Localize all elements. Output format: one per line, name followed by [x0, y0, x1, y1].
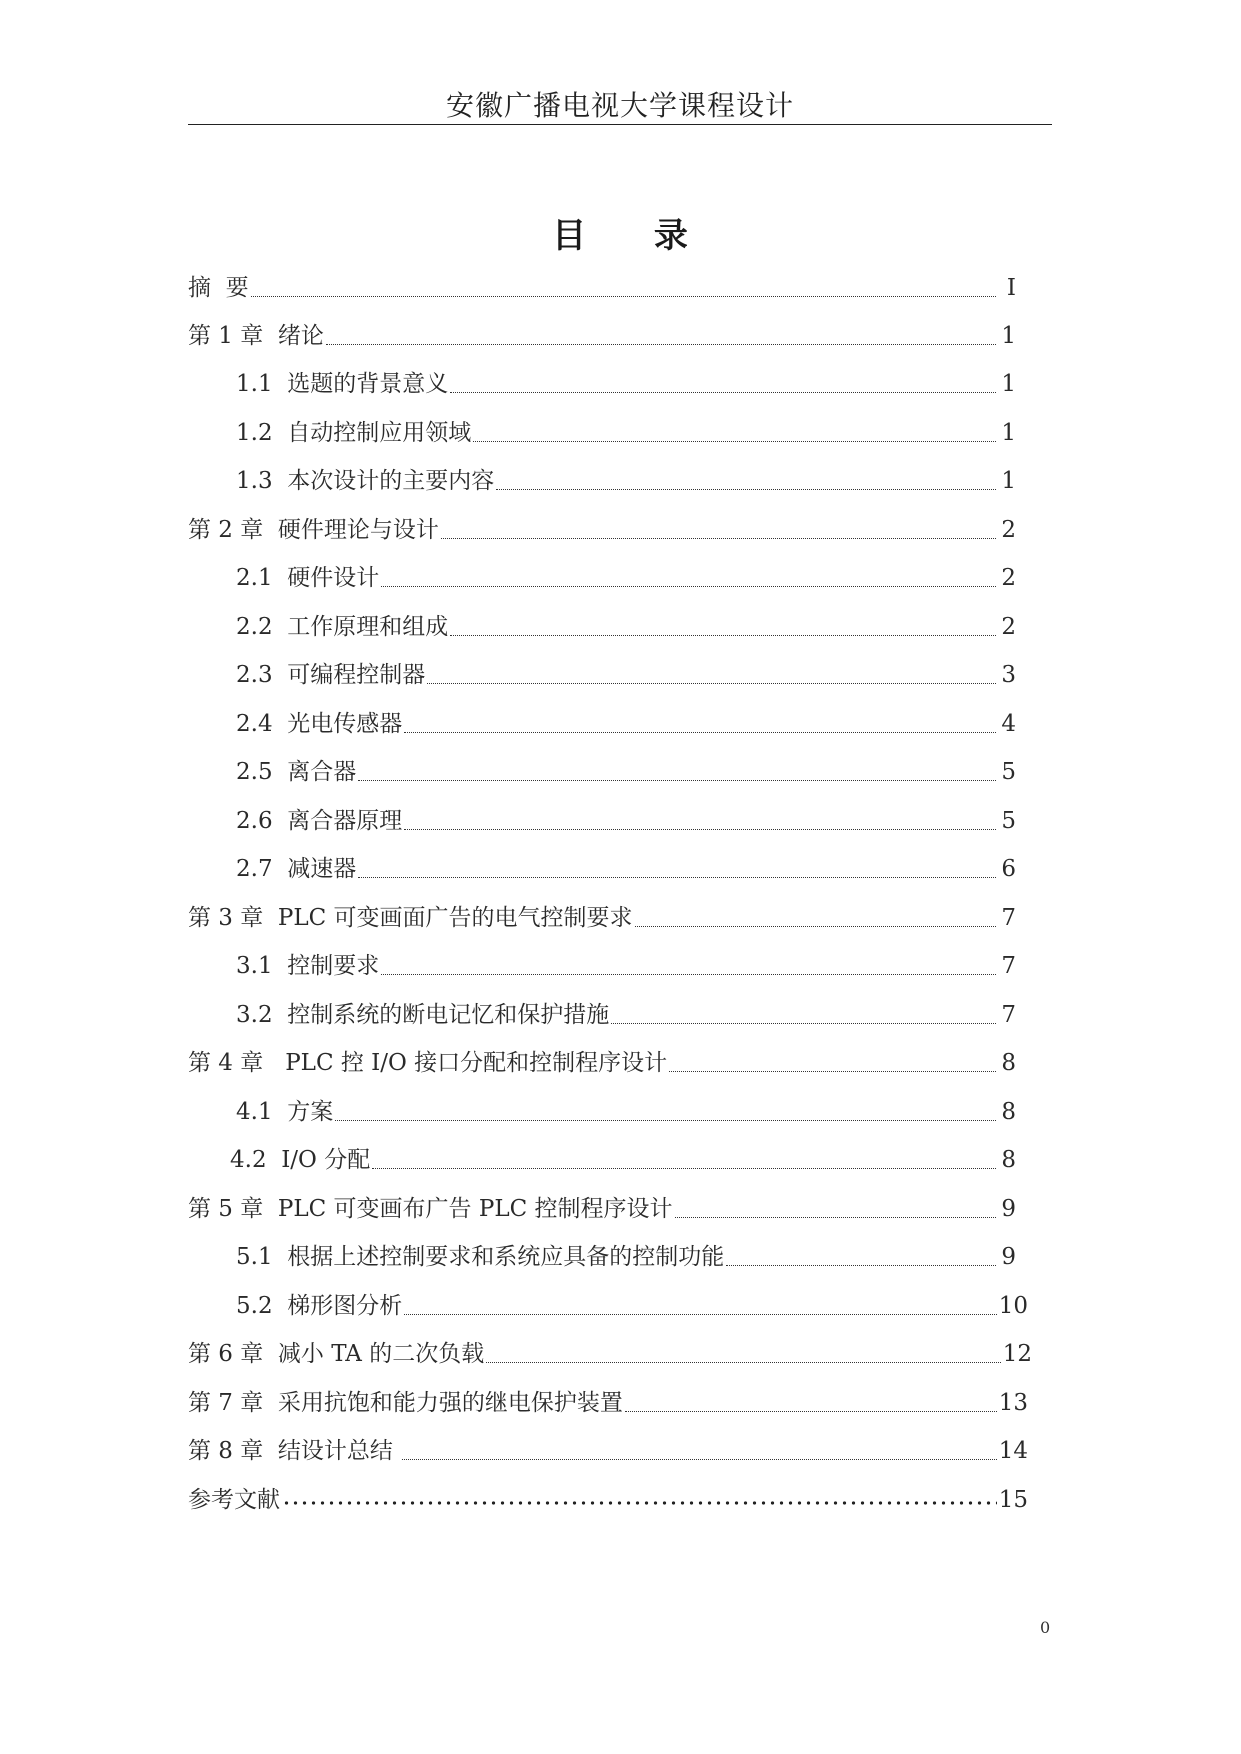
toc-leader-dots — [381, 586, 996, 587]
toc-entry-page: 1 — [1001, 420, 1016, 446]
toc-entry-page: 9 — [1001, 1244, 1016, 1270]
toc-entry-label: 第 5 章 PLC 可变画布广告 PLC 控制程序设计 — [188, 1196, 673, 1222]
toc-leader-dots — [372, 1168, 996, 1169]
toc-leader-dots — [611, 1023, 996, 1024]
toc-entry-page: 1 — [1001, 371, 1016, 397]
toc-entry-label: 2.5 离合器 — [236, 759, 357, 785]
toc-entry-label: 2.2 工作原理和组成 — [236, 614, 449, 640]
toc-entry-section-2-2[interactable] — [236, 608, 1016, 642]
toc-title: 目 录 — [552, 216, 716, 256]
toc-entry-page: 7 — [1001, 1002, 1016, 1028]
toc-entry-page: 2 — [1001, 517, 1016, 543]
toc-entry-label: 1.1 选题的背景意义 — [236, 371, 449, 397]
toc-entry-section-2-4[interactable] — [236, 705, 1016, 739]
toc-entry-page: 8 — [1001, 1050, 1016, 1076]
toc-entry-page: 14 — [998, 1438, 1028, 1464]
toc-leader-dots — [404, 829, 996, 830]
toc-entry-label: 3.2 控制系统的断电记忆和保护措施 — [236, 1002, 610, 1028]
toc-entry-label: 摘 要 — [188, 275, 249, 301]
toc-entry-section-2-1[interactable] — [236, 559, 1016, 593]
toc-entry-section-5-2[interactable] — [236, 1287, 1028, 1321]
toc-entry-page: 4 — [1001, 711, 1016, 737]
toc-entry-section-4-1[interactable] — [236, 1093, 1016, 1127]
toc-entry-page: I — [1006, 275, 1016, 301]
page-header-title: 安徽广播电视大学课程设计 — [445, 89, 794, 122]
toc-entry-section-2-5[interactable] — [236, 753, 1016, 787]
header-divider — [188, 124, 1052, 125]
toc-entry-page: 5 — [1001, 759, 1016, 785]
toc-leader-dots — [427, 683, 996, 684]
toc-entry-label: 2.3 可编程控制器 — [236, 662, 426, 688]
toc-entry-page: 6 — [1001, 856, 1016, 882]
toc-leader-dots — [450, 392, 996, 393]
toc-entry-chapter-7[interactable] — [188, 1384, 1028, 1418]
toc-entry-page: 13 — [998, 1390, 1028, 1416]
toc-entry-page: 7 — [1001, 953, 1016, 979]
toc-leader-dots — [441, 538, 996, 539]
toc-entry-label: 4.2 I/O 分配 — [230, 1147, 371, 1173]
toc-entry-page: 10 — [998, 1293, 1028, 1319]
toc-leader-dots — [486, 1362, 1001, 1363]
toc-entry-chapter-6[interactable] — [188, 1335, 1032, 1369]
toc-entry-chapter-5[interactable] — [188, 1190, 1016, 1224]
toc-entry-page: 12 — [1002, 1341, 1032, 1367]
toc-leader-dots — [282, 1497, 997, 1509]
toc-entry-page: 15 — [998, 1487, 1028, 1513]
toc-entry-label: 第 7 章 采用抗饱和能力强的继电保护装置 — [188, 1390, 623, 1416]
toc-entry-section-1-2[interactable] — [236, 414, 1016, 448]
toc-entry-label: 参考文献 — [188, 1487, 280, 1513]
toc-leader-dots — [358, 780, 996, 781]
toc-entry-label: 3.1 控制要求 — [236, 953, 380, 979]
toc-entry-section-2-7[interactable] — [236, 850, 1016, 884]
toc-leader-dots — [496, 489, 996, 490]
toc-entry-chapter-3[interactable] — [188, 899, 1016, 933]
toc-leader-dots — [404, 732, 996, 733]
toc-entry-page: 7 — [1001, 905, 1016, 931]
toc-entry-page: 8 — [1001, 1147, 1016, 1173]
toc-entry-abstract[interactable] — [188, 269, 1016, 303]
toc-entry-page: 9 — [1001, 1196, 1016, 1222]
toc-leader-dots — [251, 296, 996, 297]
toc-entry-label: 第 2 章 硬件理论与设计 — [188, 517, 439, 543]
toc-entry-section-4-2[interactable] — [230, 1141, 1016, 1175]
toc-entry-page: 1 — [1001, 323, 1016, 349]
toc-entry-section-2-6[interactable] — [236, 802, 1016, 836]
toc-leader-dots — [402, 1459, 997, 1460]
toc-entry-section-3-1[interactable] — [236, 947, 1016, 981]
toc-entry-page: 2 — [1001, 614, 1016, 640]
toc-leader-dots — [335, 1120, 996, 1121]
toc-entry-page: 5 — [1001, 808, 1016, 834]
toc-leader-dots — [473, 441, 996, 442]
toc-entry-chapter-4[interactable] — [188, 1044, 1016, 1078]
toc-leader-dots — [726, 1265, 996, 1266]
toc-entry-label: 2.4 光电传感器 — [236, 711, 403, 737]
toc-entry-label: 第 4 章 PLC 控 I/O 接口分配和控制程序设计 — [188, 1050, 668, 1076]
toc-entry-references[interactable] — [188, 1481, 1028, 1515]
toc-entry-label: 1.2 自动控制应用领域 — [236, 420, 472, 446]
page-number: 0 — [1040, 1618, 1051, 1637]
toc-entry-section-1-1[interactable] — [236, 365, 1016, 399]
toc-entry-chapter-8[interactable] — [188, 1432, 1028, 1466]
toc-entry-label: 2.6 离合器原理 — [236, 808, 403, 834]
toc-entry-chapter-2[interactable] — [188, 511, 1016, 545]
toc-leader-dots — [625, 1411, 997, 1412]
toc-leader-dots — [635, 926, 996, 927]
toc-entry-page: 3 — [1001, 662, 1016, 688]
toc-entry-label: 1.3 本次设计的主要内容 — [236, 468, 495, 494]
toc-leader-dots — [358, 877, 996, 878]
toc-entry-label: 第 3 章 PLC 可变画面广告的电气控制要求 — [188, 905, 633, 931]
toc-entry-label: 第 6 章 减小 TA 的二次负载 — [188, 1341, 485, 1367]
toc-entry-page: 2 — [1001, 565, 1016, 591]
toc-entry-section-1-3[interactable] — [236, 462, 1016, 496]
toc-leader-dots — [675, 1217, 996, 1218]
toc-entry-label: 5.2 梯形图分析 — [236, 1293, 403, 1319]
toc-entry-section-3-2[interactable] — [236, 996, 1016, 1030]
toc-entry-page: 8 — [1001, 1099, 1016, 1125]
toc-entry-label: 2.1 硬件设计 — [236, 565, 380, 591]
toc-entry-label: 5.1 根据上述控制要求和系统应具备的控制功能 — [236, 1244, 725, 1270]
toc-leader-dots — [404, 1314, 997, 1315]
toc-entry-chapter-1[interactable] — [188, 317, 1016, 351]
toc-entry-label: 2.7 减速器 — [236, 856, 357, 882]
toc-leader-dots — [381, 974, 996, 975]
toc-entry-page: 1 — [1001, 468, 1016, 494]
toc-entry-label: 第 1 章 绪论 — [188, 323, 324, 349]
toc-leader-dots — [450, 635, 996, 636]
toc-leader-dots — [326, 344, 996, 345]
toc-entry-label: 4.1 方案 — [236, 1099, 334, 1125]
toc-entry-section-5-1[interactable] — [236, 1238, 1016, 1272]
toc-entry-section-2-3[interactable] — [236, 656, 1016, 690]
toc-leader-dots — [669, 1071, 996, 1072]
toc-entry-label: 第 8 章 结设计总结 — [188, 1438, 401, 1464]
